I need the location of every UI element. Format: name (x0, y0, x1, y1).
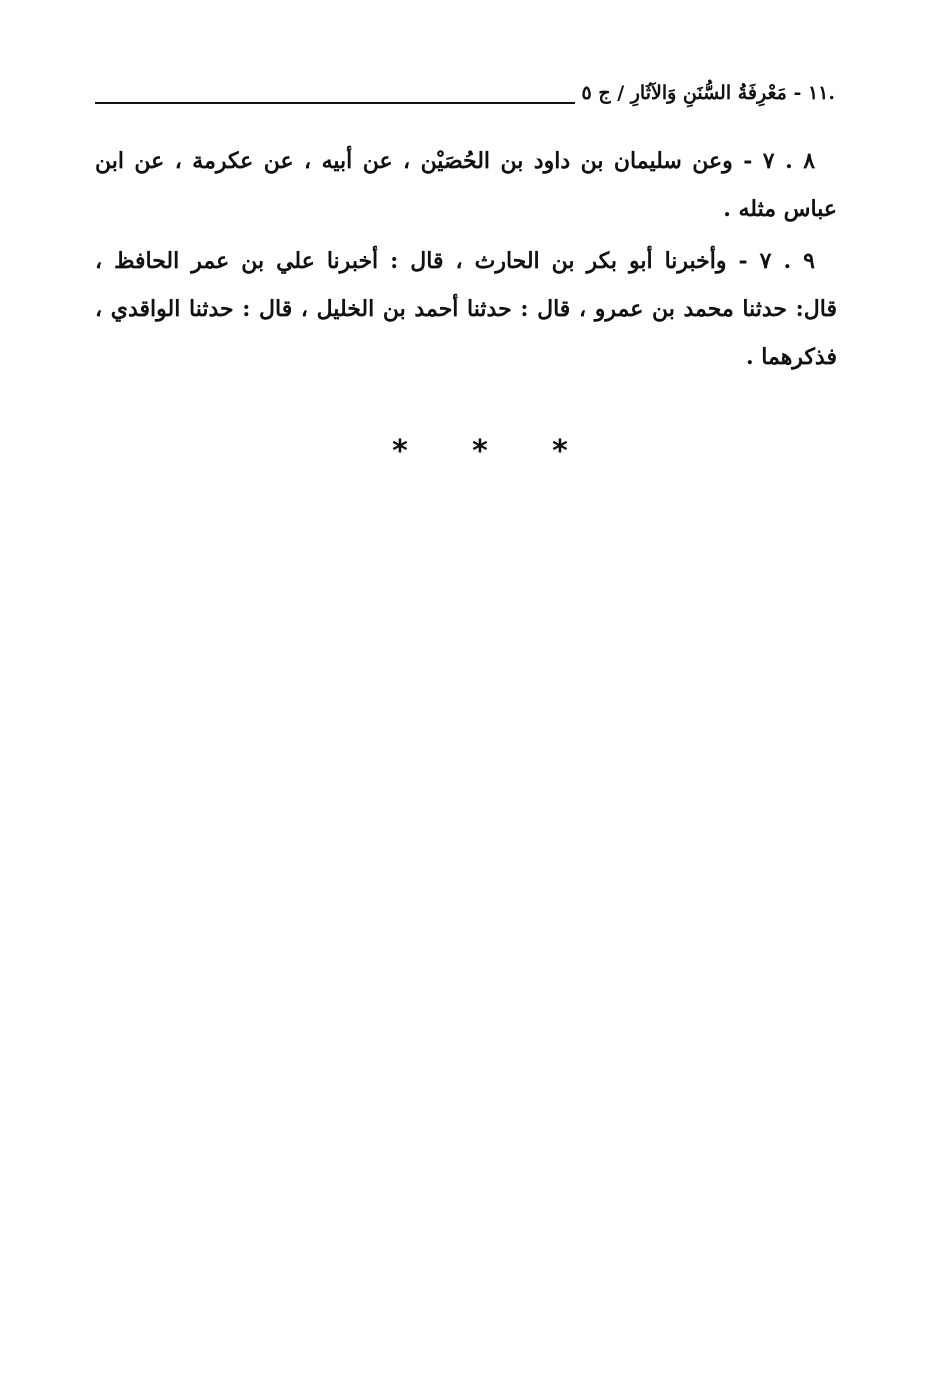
paragraph-708 (95, 137, 837, 233)
asterisk-ornament: * (392, 434, 408, 469)
paragraph-line: ٩ . ٧ - وأخبرنا أبو بكر بن الحارث ، قال : أخبرنا علي بن عمر الحافظ ، (95, 248, 815, 274)
paragraph-line: ٨ . ٧ - وعن سليمان بن داود بن الحُصَيْن ، عن أبيه ، عن عكرمة ، عن ابن (95, 148, 816, 174)
asterisk-ornament: * (472, 434, 488, 469)
paragraph-line: فذكرهما . (745, 344, 837, 370)
paragraph-line: قال: حدثنا محمد بن عمرو ، قال : حدثنا أحمد بن الخليل ، قال : حدثنا الواقدي ، (95, 296, 837, 322)
paragraph-line: عباس مثله . (723, 196, 837, 222)
paragraph-709 (95, 237, 837, 381)
body-text (95, 137, 837, 385)
page-header (95, 80, 835, 120)
running-title: .١١ - مَعْرِفَةُ السُّنَنِ وَالآثَارِ / ج ٥ (581, 82, 835, 104)
section-separator (385, 434, 575, 469)
asterisk-ornament: * (552, 434, 568, 469)
header-rule (95, 102, 575, 104)
